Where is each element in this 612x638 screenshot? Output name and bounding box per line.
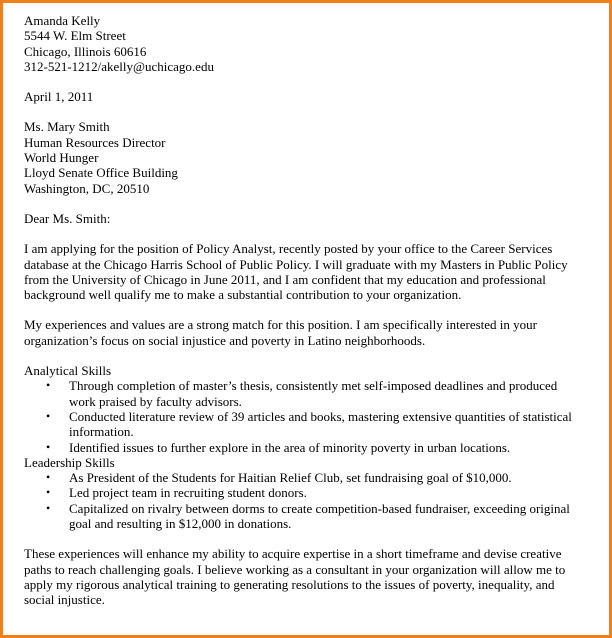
leadership-skills-section	[24, 455, 594, 531]
paragraph-line: database at the Chicago Harris School of Public Policy. I will graduate with my Masters in Public Policy	[24, 256, 568, 272]
recipient-building: Lloyd Senate Office Building	[24, 165, 178, 181]
paragraph-closing	[24, 546, 594, 607]
list-item-text: Capitalized on rivalry between dorms to create competition-based fundraiser, exceeding original	[69, 500, 570, 516]
recipient-org: World Hunger	[24, 150, 99, 166]
list-item	[24, 378, 594, 409]
sender-contact: 312-521-1212/akelly@uchicago.edu	[24, 58, 214, 74]
paragraph-line: paths to reach challenging goals. I believe working as a consultant in your organization will allow me to	[24, 561, 566, 577]
paragraph-line: background well qualify me to make a substantial contribution to your organization.	[24, 287, 462, 303]
paragraph-intro	[24, 241, 594, 302]
list-item	[24, 501, 594, 532]
paragraph-line: I am applying for the position of Policy Analyst, recently posted by your office to the Career Services	[24, 241, 553, 257]
list-item-text: information.	[69, 424, 134, 440]
recipient-block	[24, 119, 594, 195]
list-item-text: goal and resulting in $12,000 in donations.	[69, 516, 292, 532]
analytical-skills-list	[24, 378, 594, 454]
paragraph-line: My experiences and values are a strong match for this position. I am specifically interested in your	[24, 317, 537, 333]
bullet-icon: •	[46, 439, 51, 454]
list-item	[24, 485, 594, 500]
recipient-city: Washington, DC, 20510	[24, 180, 150, 196]
sender-city: Chicago, Illinois 60616	[24, 43, 147, 59]
bullet-icon: •	[46, 470, 51, 485]
recipient-name: Ms. Mary Smith	[24, 119, 110, 135]
list-item-text: Led project team in recruiting student donors.	[69, 485, 307, 501]
paragraph-match	[24, 317, 594, 348]
bullet-icon: •	[46, 500, 51, 515]
analytical-skills-heading: Analytical Skills	[24, 363, 112, 379]
analytical-skills-section	[24, 363, 594, 455]
list-item-text: Conducted literature review of 39 articles and books, mastering extensive quantities of statistical	[69, 408, 572, 424]
bullet-icon: •	[46, 485, 51, 500]
bullet-icon: •	[46, 378, 51, 393]
letter-date: April 1, 2011	[24, 89, 94, 105]
list-item-text: work praised by faculty advisors.	[69, 393, 242, 409]
paragraph-line: These experiences will enhance my ability to acquire expertise in a short timeframe and devise creative	[24, 546, 562, 562]
paragraph-line: from the University of Chicago in June 2011, and I am confident that my education and professional	[24, 271, 546, 287]
recipient-title: Human Resources Director	[24, 134, 166, 150]
list-item	[24, 470, 594, 485]
list-item	[24, 440, 594, 455]
cover-letter	[24, 13, 594, 608]
list-item	[24, 409, 594, 440]
bullet-icon: •	[46, 408, 51, 423]
list-item-text: Identified issues to further explore in the area of minority poverty in urban locations.	[69, 439, 511, 455]
leadership-skills-list	[24, 470, 594, 531]
sender-name: Amanda Kelly	[24, 13, 101, 28]
salutation: Dear Ms. Smith:	[24, 210, 111, 226]
list-item-text: As President of the Students for Haitian Relief Club, set fundraising goal of $10,000.	[69, 470, 512, 486]
paragraph-line: apply my rigorous analytical training to generating resolutions to the issues of poverty, inequality, and	[24, 576, 555, 592]
list-item-text: Through completion of master’s thesis, consistently met self-imposed deadlines and produced	[69, 378, 558, 394]
sender-street: 5544 W. Elm Street	[24, 28, 126, 44]
sender-block	[24, 13, 594, 74]
leadership-skills-heading: Leadership Skills	[24, 454, 115, 470]
paragraph-line: social injustice.	[24, 592, 105, 608]
paragraph-line: organization’s focus on social injustice and poverty in Latino neighborhoods.	[24, 332, 426, 348]
